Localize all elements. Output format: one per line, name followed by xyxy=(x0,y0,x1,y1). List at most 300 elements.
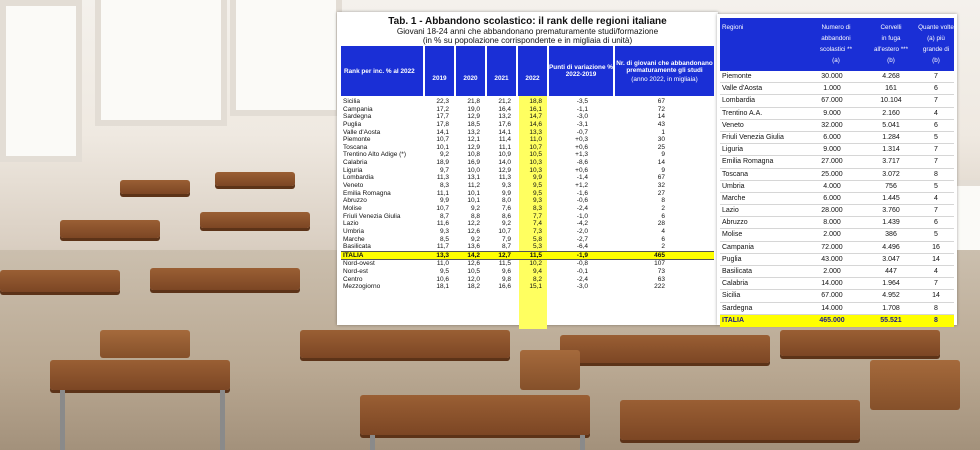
region-name: Abruzzo xyxy=(343,197,367,205)
header-line: scolastici ** xyxy=(819,46,853,53)
window xyxy=(95,0,227,126)
region-name: Friuli Venezia Giulia xyxy=(343,212,401,220)
cell-young: 30 xyxy=(657,136,665,144)
cell-v2019: 22,3 xyxy=(436,98,449,105)
region-name: Liguria xyxy=(343,166,363,174)
cell-v2021: 9,3 xyxy=(501,182,511,190)
table2-rows xyxy=(720,71,954,327)
cell-v2019: 18,1 xyxy=(436,283,449,291)
cell-v2019: 11,3 xyxy=(436,174,449,182)
cell-v2019: 17,2 xyxy=(436,105,449,113)
cell-v2021: 8,0 xyxy=(501,197,511,205)
table-row xyxy=(720,242,954,254)
desk xyxy=(360,395,590,435)
table-row xyxy=(341,228,714,236)
header-2019: 2019 xyxy=(425,46,454,96)
region-name: Centro xyxy=(343,275,363,283)
region-name: Emilia Romagna xyxy=(343,189,391,197)
table-row xyxy=(720,266,954,278)
cell-r: 7 xyxy=(934,146,938,154)
region-name: Sardegna xyxy=(343,113,372,121)
cell-young: 9 xyxy=(661,166,665,174)
header-2022: 2022 xyxy=(518,46,547,96)
cell-r: 14 xyxy=(932,255,940,263)
table-row xyxy=(720,254,954,266)
desk xyxy=(780,330,940,356)
cell-v2020: 12,2 xyxy=(467,220,480,228)
table-cervelli-in-fuga xyxy=(717,14,957,325)
cell-var: -4,2 xyxy=(576,220,588,228)
cell-b: 3.072 xyxy=(882,170,900,178)
table-row xyxy=(341,259,714,268)
cell-var: -1,6 xyxy=(576,189,588,197)
header-variation: Punti di variazione % 2022-2019 xyxy=(549,46,613,96)
cell-young: 28 xyxy=(657,220,665,228)
region-name: ITALIA xyxy=(343,251,364,259)
cell-var: +0,6 xyxy=(575,143,588,151)
cell-young: 1 xyxy=(661,128,665,136)
region-name: Nord-est xyxy=(343,268,368,276)
cell-v2021: 11,5 xyxy=(498,260,511,268)
cell-young: 43 xyxy=(657,120,665,128)
region-name: Piemonte xyxy=(343,136,371,144)
cell-var: -1,0 xyxy=(576,212,588,220)
cell-v2019: 14,1 xyxy=(436,128,449,136)
region-name: Puglia xyxy=(343,120,362,128)
cell-v2021: 12,7 xyxy=(498,251,511,259)
cell-v2022: 7,7 xyxy=(532,212,542,220)
cell-v2021: 9,6 xyxy=(501,268,511,276)
table-row xyxy=(341,236,714,244)
desk xyxy=(120,180,190,194)
cell-v2022: 5,8 xyxy=(532,235,542,243)
region-name: Basilicata xyxy=(343,243,371,251)
cell-b: 10.104 xyxy=(880,97,902,105)
cell-young: 73 xyxy=(657,268,665,276)
cell-b: 5.041 xyxy=(882,121,900,129)
table-row xyxy=(341,182,714,190)
cell-r: 8 xyxy=(934,316,938,324)
cell-young: 14 xyxy=(657,113,665,121)
cell-v2021: 11,1 xyxy=(498,143,511,151)
table-row xyxy=(341,213,714,221)
cell-var: -2,4 xyxy=(576,204,588,212)
cell-v2022: 9,5 xyxy=(532,189,542,197)
cell-v2022: 10,2 xyxy=(529,260,542,268)
cell-young: 27 xyxy=(657,189,665,197)
region-name: Molise xyxy=(722,231,743,239)
cell-r: 7 xyxy=(934,97,938,105)
region-name: Valle d'Aosta xyxy=(722,85,763,93)
table-row xyxy=(341,197,714,205)
cell-v2021: 10,7 xyxy=(498,227,511,235)
table-row xyxy=(341,129,714,137)
cell-v2022: 5,3 xyxy=(532,243,542,251)
cell-var: -0,6 xyxy=(576,197,588,205)
cell-r: 16 xyxy=(932,243,940,251)
cell-v2019: 8,5 xyxy=(439,235,449,243)
cell-young: 67 xyxy=(657,174,665,182)
cell-v2020: 10,8 xyxy=(467,151,480,159)
desk-leg xyxy=(60,390,65,450)
cell-v2021: 14,0 xyxy=(498,159,511,167)
table-row xyxy=(341,174,714,182)
table2-header xyxy=(720,18,954,71)
cell-a: 465.000 xyxy=(819,316,845,324)
cell-var: +1,3 xyxy=(575,151,588,159)
cell-v2020: 8,8 xyxy=(470,212,480,220)
cell-var: +0,3 xyxy=(575,136,588,144)
table-row xyxy=(341,220,714,228)
cell-var: -0,8 xyxy=(576,260,588,268)
cell-v2022: 9,5 xyxy=(532,182,542,190)
cell-young: 6 xyxy=(661,235,665,243)
cell-v2022: 9,3 xyxy=(532,197,542,205)
cell-a: 72.000 xyxy=(821,243,843,251)
header-line: grande di xyxy=(922,46,950,53)
table-row xyxy=(341,159,714,167)
desk xyxy=(200,212,310,228)
cell-a: 32.000 xyxy=(821,121,843,129)
cell-v2022: 11,5 xyxy=(529,251,542,259)
cell-v2022: 16,1 xyxy=(529,105,542,113)
cell-v2020: 21,8 xyxy=(467,98,480,105)
header-regioni-label: Regioni xyxy=(722,24,744,31)
cell-b: 4.268 xyxy=(882,73,900,80)
cell-young: 4 xyxy=(661,227,665,235)
table-row xyxy=(720,181,954,193)
header-quante-volte xyxy=(916,18,956,71)
region-name: Veneto xyxy=(343,182,364,190)
region-name: Sardegna xyxy=(722,304,753,312)
cell-v2022: 10,3 xyxy=(529,166,542,174)
region-name: Puglia xyxy=(722,255,742,263)
cell-young: 465 xyxy=(654,251,665,259)
cell-v2020: 12,1 xyxy=(467,136,480,144)
region-name: Campania xyxy=(343,105,373,113)
table-row xyxy=(341,276,714,284)
region-name: Toscana xyxy=(722,170,749,178)
cell-young: 2 xyxy=(661,204,665,212)
cell-v2022: 8,2 xyxy=(532,275,542,283)
cell-a: 67.000 xyxy=(821,97,843,105)
header-numero-abbandoni xyxy=(808,18,864,71)
cell-r: 7 xyxy=(934,73,938,80)
cell-v2020: 14,2 xyxy=(467,251,480,259)
region-name: Mezzogiorno xyxy=(343,283,381,291)
region-name: Toscana xyxy=(343,143,368,151)
table-row xyxy=(341,283,714,291)
cell-v2022: 15,1 xyxy=(529,283,542,291)
region-name: Veneto xyxy=(722,121,744,129)
cell-v2021: 11,3 xyxy=(498,174,511,182)
header-line: Numero di xyxy=(821,24,851,31)
cell-b: 161 xyxy=(885,85,897,93)
cell-v2021: 17,6 xyxy=(498,120,511,128)
table-row xyxy=(720,229,954,241)
cell-v2021: 16,4 xyxy=(498,105,511,113)
cell-r: 6 xyxy=(934,121,938,129)
table-row xyxy=(720,303,954,315)
cell-v2020: 18,2 xyxy=(467,283,480,291)
cell-r: 6 xyxy=(934,85,938,93)
region-name: Molise xyxy=(343,204,362,212)
region-name: ITALIA xyxy=(722,316,745,324)
desk-leg xyxy=(580,435,585,450)
cell-r: 7 xyxy=(934,207,938,215)
region-name: Basilicata xyxy=(722,268,752,275)
cell-v2019: 11,1 xyxy=(436,189,449,197)
cell-v2020: 13,6 xyxy=(467,243,480,251)
cell-v2022: 10,7 xyxy=(529,143,542,151)
cell-young: 63 xyxy=(657,275,665,283)
cell-v2020: 19,0 xyxy=(467,105,480,113)
header-line: in fuga xyxy=(881,35,901,42)
header-line: (a) più xyxy=(927,35,945,42)
region-name: Marche xyxy=(343,235,365,243)
cell-v2022: 14,7 xyxy=(529,113,542,121)
table-row xyxy=(720,315,954,327)
cell-b: 1.964 xyxy=(882,280,900,288)
cell-b: 1.445 xyxy=(882,194,900,202)
table-row xyxy=(341,268,714,276)
cell-young: 107 xyxy=(654,260,665,268)
table-subtitle-units: (in % su popolazione corrispondente e in migliaia di unità) xyxy=(422,36,633,45)
region-name: Abruzzo xyxy=(722,219,748,227)
cell-r: 8 xyxy=(934,304,938,312)
cell-a: 4.000 xyxy=(823,182,841,190)
desk xyxy=(215,172,295,186)
cell-v2021: 11,4 xyxy=(498,136,511,144)
table-rows xyxy=(341,98,714,291)
header-cervelli xyxy=(866,18,916,71)
cell-b: 2.160 xyxy=(882,109,900,117)
cell-var: -1,1 xyxy=(576,105,588,113)
region-name: Liguria xyxy=(722,146,744,154)
table-row xyxy=(720,83,954,95)
region-name: Friuli Venezia Giulia xyxy=(722,133,784,141)
cell-var: -3,5 xyxy=(576,98,588,105)
cell-r: 6 xyxy=(934,219,938,227)
header-line: (b) xyxy=(932,57,940,64)
cell-v2021: 9,9 xyxy=(501,189,511,197)
cell-v2019: 10,6 xyxy=(436,275,449,283)
cell-v2019: 9,9 xyxy=(439,197,449,205)
cell-v2021: 14,1 xyxy=(498,128,511,136)
cell-b: 3.760 xyxy=(882,207,900,215)
cell-v2022: 9,4 xyxy=(532,268,542,276)
cell-b: 1.708 xyxy=(882,304,900,312)
cell-v2022: 9,9 xyxy=(532,174,542,182)
desk xyxy=(150,268,300,290)
cell-r: 4 xyxy=(934,109,938,117)
table-abbandono-scolastico xyxy=(337,12,718,325)
cell-v2019: 11,7 xyxy=(436,243,449,251)
cell-v2022: 10,3 xyxy=(529,159,542,167)
table-row xyxy=(341,151,714,159)
cell-a: 8.000 xyxy=(823,219,841,227)
cell-v2021: 9,8 xyxy=(501,275,511,283)
table-row xyxy=(341,167,714,175)
table-row xyxy=(341,205,714,213)
cell-v2020: 12,9 xyxy=(467,143,480,151)
region-name: Campania xyxy=(722,243,754,251)
chair xyxy=(870,360,960,410)
table-row xyxy=(341,113,714,121)
cell-var: -0,7 xyxy=(576,128,588,136)
region-name: Piemonte xyxy=(722,73,752,80)
cell-v2019: 10,7 xyxy=(436,136,449,144)
cell-a: 43.000 xyxy=(821,255,843,263)
cell-young: 8 xyxy=(661,197,665,205)
cell-young: 67 xyxy=(657,98,665,105)
header-line: Quante volte xyxy=(918,24,954,31)
cell-v2022: 18,8 xyxy=(529,98,542,105)
desk-leg xyxy=(220,390,225,450)
header-young-note: (anno 2022, in migliaia) xyxy=(631,75,698,83)
cell-v2019: 9,7 xyxy=(439,166,449,174)
cell-v2019: 9,3 xyxy=(439,227,449,235)
cell-v2021: 21,2 xyxy=(498,98,511,105)
cell-v2020: 12,6 xyxy=(467,260,480,268)
chair xyxy=(100,330,190,358)
cell-var: -8,6 xyxy=(576,159,588,167)
cell-r: 5 xyxy=(934,182,938,190)
cell-young: 6 xyxy=(661,212,665,220)
region-name: Valle d'Aosta xyxy=(343,128,381,136)
cell-var: -1,4 xyxy=(576,174,588,182)
cell-a: 9.000 xyxy=(823,146,841,154)
cell-v2019: 10,1 xyxy=(436,143,449,151)
table-row xyxy=(720,205,954,217)
header-line: (b) xyxy=(887,57,895,64)
table-row xyxy=(720,144,954,156)
cell-a: 9.000 xyxy=(823,109,841,117)
cell-b: 756 xyxy=(885,182,897,190)
desk xyxy=(560,335,770,363)
cell-v2020: 9,2 xyxy=(470,235,480,243)
header-line: all'estero *** xyxy=(873,46,909,53)
cell-v2020: 13,2 xyxy=(467,128,480,136)
cell-v2019: 13,3 xyxy=(436,251,449,259)
cell-v2019: 9,2 xyxy=(439,151,449,159)
cell-v2019: 10,7 xyxy=(436,204,449,212)
cell-young: 72 xyxy=(657,105,665,113)
cell-young: 14 xyxy=(657,159,665,167)
table-row xyxy=(720,193,954,205)
cell-v2019: 11,0 xyxy=(436,260,449,268)
cell-a: 14.000 xyxy=(821,304,843,312)
header-regioni xyxy=(722,18,782,71)
cell-var: +0,6 xyxy=(575,166,588,174)
cell-v2020: 11,2 xyxy=(467,182,480,190)
cell-b: 1.284 xyxy=(882,133,900,141)
cell-v2020: 10,5 xyxy=(467,268,480,276)
cell-r: 4 xyxy=(934,268,938,275)
table-row xyxy=(341,121,714,129)
cell-var: -2,0 xyxy=(576,227,588,235)
cell-var: +1,2 xyxy=(575,182,588,190)
cell-b: 386 xyxy=(885,231,897,239)
table-row xyxy=(341,251,714,260)
cell-r: 7 xyxy=(934,158,938,166)
region-name: Umbria xyxy=(722,182,745,190)
cell-v2021: 9,2 xyxy=(501,220,511,228)
region-name: Marche xyxy=(722,194,746,202)
desk xyxy=(0,270,120,292)
cell-v2019: 8,3 xyxy=(439,182,449,190)
cell-v2022: 8,3 xyxy=(532,204,542,212)
cell-var: -0,1 xyxy=(576,268,588,276)
cell-var: -3,1 xyxy=(576,120,588,128)
header-2021: 2021 xyxy=(487,46,516,96)
cell-b: 1.439 xyxy=(882,219,900,227)
cell-v2021: 13,2 xyxy=(498,113,511,121)
cell-a: 1.000 xyxy=(823,85,841,93)
cell-r: 5 xyxy=(934,133,938,141)
cell-v2019: 18,9 xyxy=(436,159,449,167)
cell-v2022: 13,3 xyxy=(529,128,542,136)
header-line: Cervelli xyxy=(880,24,902,31)
chair xyxy=(520,350,580,390)
table-row xyxy=(720,95,954,107)
cell-young: 32 xyxy=(657,182,665,190)
table-header xyxy=(341,46,714,96)
cell-v2020: 12,0 xyxy=(467,275,480,283)
cell-v2019: 9,5 xyxy=(439,268,449,276)
cell-var: -2,4 xyxy=(576,275,588,283)
cell-var: -3,0 xyxy=(576,113,588,121)
region-name: Lombardia xyxy=(722,97,756,105)
desk xyxy=(60,220,160,238)
region-name: Nord-ovest xyxy=(343,260,375,268)
table-row xyxy=(341,106,714,114)
cell-v2020: 12,6 xyxy=(467,227,480,235)
cell-v2020: 13,1 xyxy=(467,174,480,182)
desk-leg xyxy=(370,435,375,450)
region-name: Calabria xyxy=(343,159,368,167)
cell-r: 5 xyxy=(934,231,938,239)
cell-a: 14.000 xyxy=(821,280,843,288)
cell-young: 25 xyxy=(657,143,665,151)
table-row xyxy=(341,136,714,144)
table-row xyxy=(341,190,714,198)
region-name: Trentino A.A. xyxy=(722,109,763,117)
cell-v2021: 8,6 xyxy=(501,212,511,220)
region-name: Emilia Romagna xyxy=(722,158,774,166)
cell-v2021: 12,9 xyxy=(498,166,511,174)
cell-a: 2.000 xyxy=(823,231,841,239)
cell-b: 447 xyxy=(885,268,897,275)
header-young xyxy=(615,46,714,96)
window xyxy=(0,0,82,162)
cell-v2022: 11,0 xyxy=(529,136,542,144)
header-young-label: Nr. di giovani che abbandonano prematuramente gli studi xyxy=(616,59,713,74)
desk xyxy=(50,360,230,390)
cell-v2020: 10,1 xyxy=(467,197,480,205)
cell-v2021: 10,9 xyxy=(498,151,511,159)
cell-v2022: 14,6 xyxy=(529,120,542,128)
cell-a: 27.000 xyxy=(821,158,843,166)
cell-var: -1,9 xyxy=(576,251,588,259)
desk xyxy=(620,400,860,440)
table-row xyxy=(341,144,714,152)
region-name: Sicilia xyxy=(343,98,360,105)
cell-b: 4.952 xyxy=(882,292,900,300)
cell-v2020: 10,0 xyxy=(467,166,480,174)
region-name: Lazio xyxy=(343,220,359,228)
table-row xyxy=(341,98,714,106)
